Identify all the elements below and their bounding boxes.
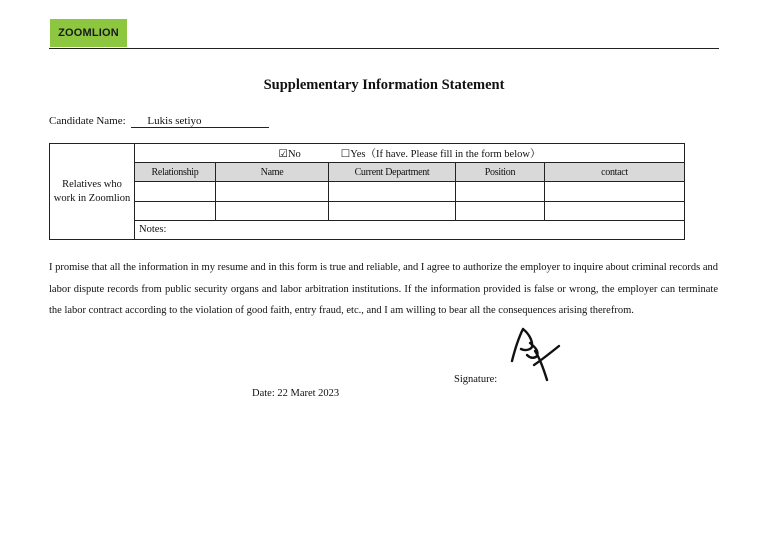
notes-cell[interactable]: Notes: (135, 220, 685, 239)
table-cell[interactable] (135, 201, 216, 220)
relatives-label-line1: Relatives who (62, 178, 122, 190)
table-row (50, 182, 685, 201)
relatives-side-label (50, 144, 135, 240)
relatives-table (49, 143, 685, 240)
candidate-name-field (49, 115, 269, 128)
table-cell[interactable] (329, 201, 456, 220)
table-cell[interactable] (216, 201, 329, 220)
zoomlion-logo: ZOOMLION (50, 19, 127, 47)
table-cell[interactable] (545, 182, 685, 201)
column-header: Current Department (329, 163, 456, 182)
table-cell[interactable] (216, 182, 329, 201)
column-header: contact (545, 163, 685, 182)
table-header-row (50, 163, 685, 182)
relatives-label-line2: work in Zoomlion (53, 192, 131, 204)
table-cell[interactable] (456, 201, 545, 220)
table-row (50, 201, 685, 220)
document-title: Supplementary Information Statement (263, 77, 505, 93)
header-divider (49, 48, 719, 49)
option-yes-checkbox[interactable]: ☐Yes（If have. Please fill in the form below） (340, 148, 541, 160)
column-header: Position (456, 163, 545, 182)
statement-paragraph: I promise that all the information in my resume and in this form is true and reliable, and I agree to authorize the employer to inquire about criminal records and labor dispute records from public security organs and labor arbitration institutions. If the information provided is false or wrong, the employer can terminate the labor contract according to the violation of good faith, entry fraud, etc., and I am willing to bear all the consequences arising therefrom. (49, 262, 718, 316)
table-cell[interactable] (329, 182, 456, 201)
column-header: Name (216, 163, 329, 182)
handwritten-signature (508, 323, 564, 385)
option-no-checkbox[interactable]: ☑No (278, 148, 301, 160)
signature-label: Signature: (454, 374, 498, 385)
relatives-choice-row (135, 144, 685, 163)
table-cell[interactable] (135, 182, 216, 201)
column-header: Relationship (135, 163, 216, 182)
candidate-name-value: Lukis setiyo (131, 115, 269, 128)
date-field: Date: 22 Maret 2023 (252, 388, 340, 399)
table-cell[interactable] (456, 182, 545, 201)
candidate-name-label: Candidate Name: (49, 115, 126, 127)
table-cell[interactable] (545, 201, 685, 220)
